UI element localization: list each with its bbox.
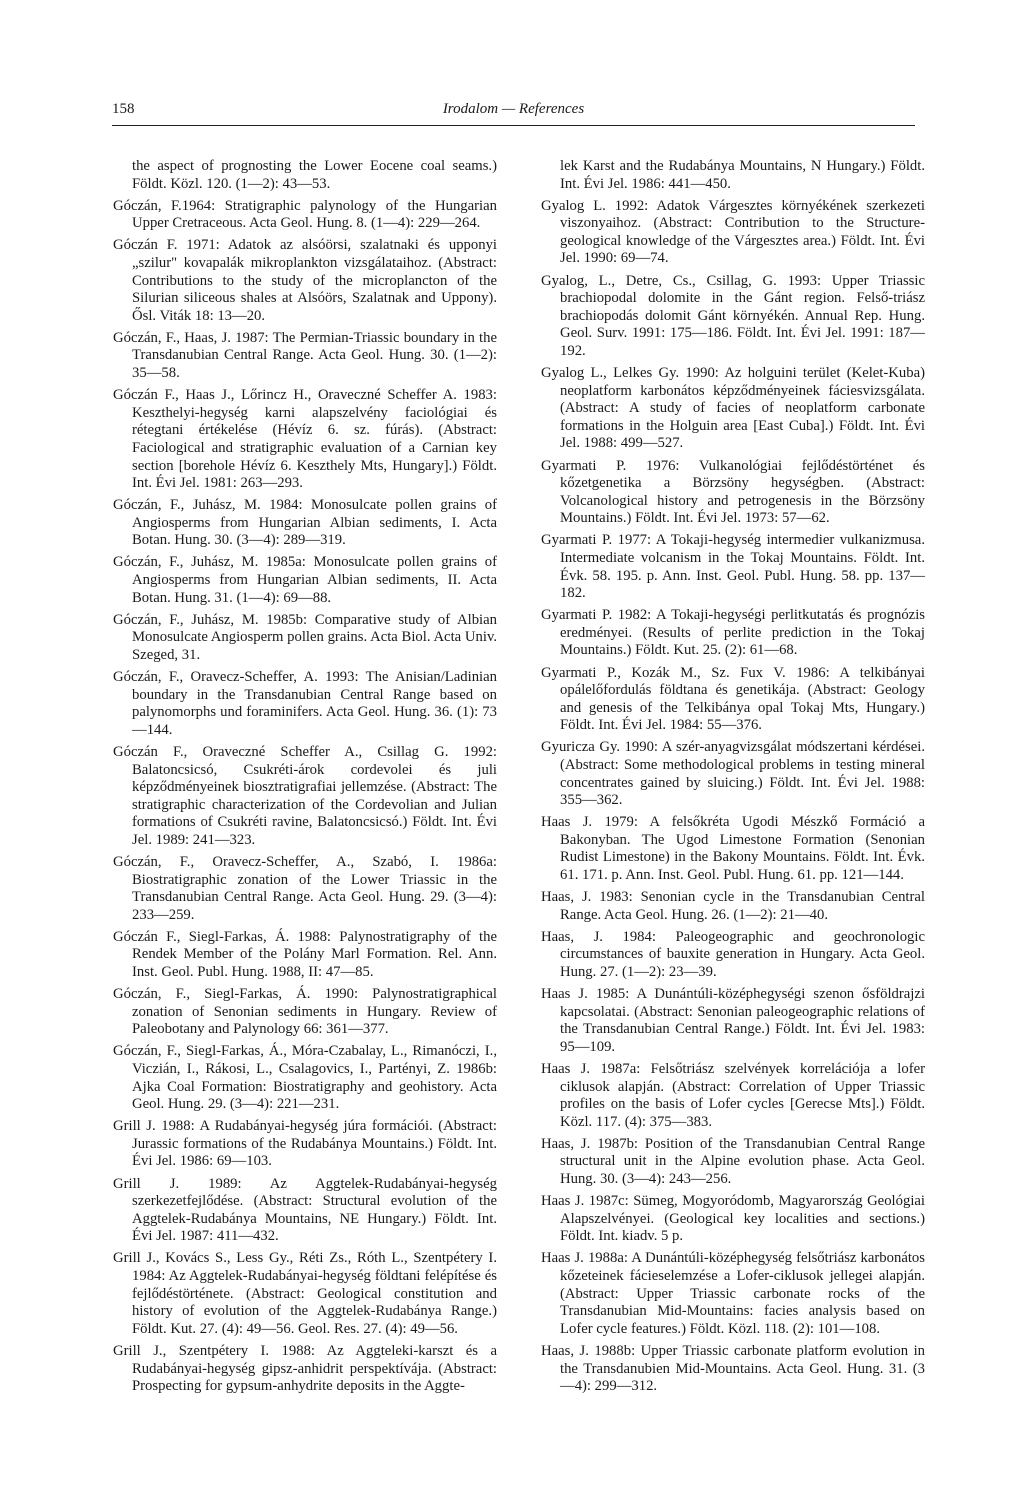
reference-entry: Grill J., Kovács S., Less Gy., Réti Zs., Róth L., Szentpétery I. 1984: Az Aggtelek-Rudabányai-hegység földtani felépítése és fejlődéstörténete. (Abstract: Geological constitution and history of evolution of the Aggtelek-Rudabánya Range.) Földt. Kut. 27. (4): 49—56. Geol. Res. 27. (4): 49—56. <box>113 1250 497 1337</box>
reference-entry: Góczán, F., Siegl-Farkas, Á., Móra-Czabalay, L., Rimanóczi, I., Viczián, I., Rákosi, L., Csalagovics, I., Partényi, Z. 1986b: Ajka Coal Formation: Biostratigraphy and geohistory. Acta Geol. Hung. 29. (3—4): 221—231. <box>113 1043 497 1113</box>
reference-entry-continued: lek Karst and the Rudabánya Mountains, N Hungary.) Földt. Int. Évi Jel. 1986: 441—450. <box>560 158 925 192</box>
reference-entry: Gyarmati P. 1982: A Tokaji-hegységi perlitkutatás és prognózis eredményei. (Results of perlite prediction in the Tokaj Mountains.) Földt. Kut. 25. (2): 61—68. <box>541 607 925 659</box>
reference-entry: Góczán, F.1964: Stratigraphic palynology of the Hungarian Upper Cretraceous. Acta Geol. Hung. 8. (1—4): 229—264. <box>113 197 497 232</box>
left-reference-column <box>113 158 497 1400</box>
reference-entry: Góczán, F., Juhász, M. 1985b: Comparative study of Albian Monosulcate Angiosperm pollen grains. Acta Biol. Acta Univ. Szeged, 31. <box>113 611 497 663</box>
reference-entry: Haas J. 1988a: A Dunántúli-középhegység felsőtriász karbonátos kőzeteinek fácieselemzése a Lofer-ciklusok jellegei alapján. (Abstract: Upper Triassic carbonate rocks of the Transdanubian Mid-Mountains: facies analysis based on Lofer cycle features.) Földt. Közl. 118. (2): 101—108. <box>541 1250 925 1337</box>
reference-entry: Haas, J. 1984: Paleogeographic and geochronologic circumstances of bauxite generation in Hungary. Acta Geol. Hung. 27. (1—2): 23—39. <box>541 928 925 981</box>
reference-entry: Góczán F., Haas J., Lőrincz H., Oraveczné Scheffer A. 1983: Keszthelyi-hegység karni alapszelvény faciológiai és rétegtani értékelése (Hévíz 6. sz. fúrás). (Abstract: Faciological and stratigraphic evaluation of a Carnian key section [borehole Hévíz 6. Keszthely Mts, Hungary].) Földt. Int. Évi Jel. 1981: 263—293. <box>113 387 497 492</box>
reference-entry: Góczán F. 1971: Adatok az alsóörsi, szalatnaki és upponyi „szilur" kovapalák mikroplankton vizsgálataihoz. (Abstract: Contributions to the study of the microplancton of the Silurian siliceous shales at Alsóörs, Szalatnak and Uppony). Ősl. Viták 18: 13—20. <box>113 237 497 324</box>
reference-entry: Gyalog, L., Detre, Cs., Csillag, G. 1993: Upper Triassic brachiopodal dolomite in the Gánt region. Felső-triász brachiopodás dolomit Gánt környékén. Annual Rep. Hung. Geol. Surv. 1991: 175—186. Földt. Int. Évi Jel. 1991: 187—192. <box>541 272 925 359</box>
reference-entry: Grill J., Szentpétery I. 1988: Az Aggteleki-karszt és a Rudabányai-hegység gipsz-anhidrit perspektívája. (Abstract: Prospecting for gypsum-anhydrite deposits in the Aggte- <box>113 1342 497 1395</box>
reference-entry: Góczán, F., Oravecz-Scheffer, A., Szabó, I. 1986a: Biostratigraphic zonation of the Lower Triassic in the Transdanubian Central Range. Acta Geol. Hung. 29. (3—4): 233—259. <box>113 853 497 923</box>
page-number: 158 <box>112 101 135 117</box>
reference-entry: Haas J. 1979: A felsőkréta Ugodi Mészkő Formáció a Bakonyban. The Ugod Limestone Formation (Senonian Rudist Limestone) in the Bakony Mountains. Földt. Int. Évk. 61. 171. p. Ann. Inst. Geol. Publ. Hung. 61. pp. 121—144. <box>541 814 925 884</box>
reference-entry: Grill J. 1989: Az Aggtelek-Rudabányai-hegység szerkezetfejlődése. (Abstract: Structural evolution of the Aggtelek-Rudabánya Mountains, NE Hungary.) Földt. Int. Évi Jel. 1987: 411—432. <box>113 1175 497 1245</box>
reference-entry: Góczán, F., Juhász, M. 1984: Monosulcate pollen grains of Angiosperms from Hungarian Albian sediments, I. Acta Botan. Hung. 30. (3—4): 289—319. <box>113 497 497 549</box>
reference-entry: Haas, J. 1987b: Position of the Transdanubian Central Range structural unit in the Alpine evolution phase. Acta Geol. Hung. 30. (3—4): 243—256. <box>541 1135 925 1188</box>
page-header <box>112 101 915 123</box>
reference-entry: Góczán, F., Haas, J. 1987: The Permian-Triassic boundary in the Transdanubian Central Range. Acta Geol. Hung. 30. (1—2): 35—58. <box>113 329 497 382</box>
reference-entry: Haas, J. 1988b: Upper Triassic carbonate platform evolution in the Transdanubien Mid-Mountains. Acta Geol. Hung. 31. (3—4): 299—312. <box>541 1342 925 1395</box>
reference-entry: Gyarmati P. 1976: Vulkanológiai fejlődéstörténet és kőzetgenetika a Börzsöny hegységben. (Abstract: Volcanological history and petrogenesis in the Börzsöny Mountains.) Földt. Int. Évi Jel. 1973: 57—62. <box>541 457 925 527</box>
reference-entry: Góczán F., Siegl-Farkas, Á. 1988: Palynostratigraphy of the Rendek Member of the Polány Marl Formation. Rel. Ann. Inst. Geol. Publ. Hung. 1988, II: 47—85. <box>113 928 497 981</box>
header-rule <box>112 125 915 126</box>
reference-entry: Grill J. 1988: A Rudabányai-hegység júra formációi. (Abstract: Jurassic formations of the Rudabánya Mountains.) Földt. Int. Évi Jel. 1986: 69—103. <box>113 1118 497 1170</box>
reference-entry: Haas, J. 1983: Senonian cycle in the Transdanubian Central Range. Acta Geol. Hung. 26. (1—2): 21—40. <box>541 889 925 923</box>
reference-entry: Góczán, F., Siegl-Farkas, Á. 1990: Palynostratigraphical zonation of Senonian sediments in Hungary. Review of Paleobotany and Palynology 66: 361—377. <box>113 986 497 1038</box>
reference-entry: Gyalog L. 1992: Adatok Várgesztes környékének szerkezeti viszonyaihoz. (Abstract: Contribution to the Structure-geological knowledge of the Várgesztes area.) Földt. Int. Évi Jel. 1990: 69—74. <box>541 197 925 267</box>
reference-entry-continued: the aspect of prognosting the Lower Eocene coal seams.) Földt. Közl. 120. (1—2): 43—53. <box>132 158 497 192</box>
reference-entry: Gyalog L., Lelkes Gy. 1990: Az holguini terület (Kelet-Kuba) neoplatform karbonátos képződményeinek fáciesvizsgálata. (Abstract: A study of facies of neoplatform carbonate formations in the Holguin area [East Cuba].) Földt. Int. Évi Jel. 1988: 499—527. <box>541 365 925 452</box>
reference-entry: Góczán, F., Juhász, M. 1985a: Monosulcate pollen grains of Angiosperms from Hungarian Albian sediments, II. Acta Botan. Hung. 31. (1—4): 69—88. <box>113 554 497 606</box>
reference-entry: Haas J. 1987a: Felsőtriász szelvények korrelációja a lofer ciklusok alapján. (Abstract: Correlation of Upper Triassic profiles on the basis of Lofer cycles [Gerecse Mts].) Földt. Közl. 117. (4): 375—383. <box>541 1061 925 1130</box>
reference-entry: Góczán F., Oraveczné Scheffer A., Csillag G. 1992: Balatoncsicsó, Csukréti-árok cordevolei és juli képződményeinek biosztratigrafiai jellemzése. (Abstract: The stratigraphic characterization of the Cordevolian and Julian formations of Csukréti ravine, Balatoncsicsó.) Földt. Int. Évi Jel. 1989: 241—323. <box>113 743 497 848</box>
reference-entry: Góczán, F., Oravecz-Scheffer, A. 1993: The Anisian/Ladinian boundary in the Transdanubian Central Range based on palynomorphs und foraminifers. Acta Geol. Hung. 36. (1): 73—144. <box>113 669 497 738</box>
reference-entry: Gyarmati P. 1977: A Tokaji-hegység intermedier vulkanizmusa. Intermediate volcanism in the Tokaj Mountains. Földt. Int. Évk. 58. 195. p. Ann. Inst. Geol. Publ. Hung. 58. pp. 137—182. <box>541 532 925 602</box>
reference-entry: Haas J. 1987c: Sümeg, Mogyoródomb, Magyarország Geológiai Alapszelvényei. (Geological key localities and sections.) Földt. Int. kiadv. 5 p. <box>541 1193 925 1245</box>
right-reference-column <box>541 158 925 1400</box>
reference-entry: Gyuricza Gy. 1990: A szér-anyagvizsgálat módszertani kérdései. (Abstract: Some methodological problems in testing mineral concentrates gained by sluicing.) Földt. Int. Évi Jel. 1988: 355—362. <box>541 739 925 809</box>
reference-entry: Haas J. 1985: A Dunántúli-középhegységi szenon ősföldrajzi kapcsolatai. (Abstract: Senonian paleogeographic relations of the Transdanubian Central Range.) Földt. Int. Évi Jel. 1983: 95—109. <box>541 986 925 1055</box>
running-title: Irodalom — References <box>442 101 585 117</box>
reference-entry: Gyarmati P., Kozák M., Sz. Fux V. 1986: A telkibányai opálelőfordulás földtana és genetikája. (Abstract: Geology and genesis of the Telkibánya opal Tokaj Mts, Hungary.) Földt. Int. Évi Jel. 1984: 55—376. <box>541 664 925 734</box>
